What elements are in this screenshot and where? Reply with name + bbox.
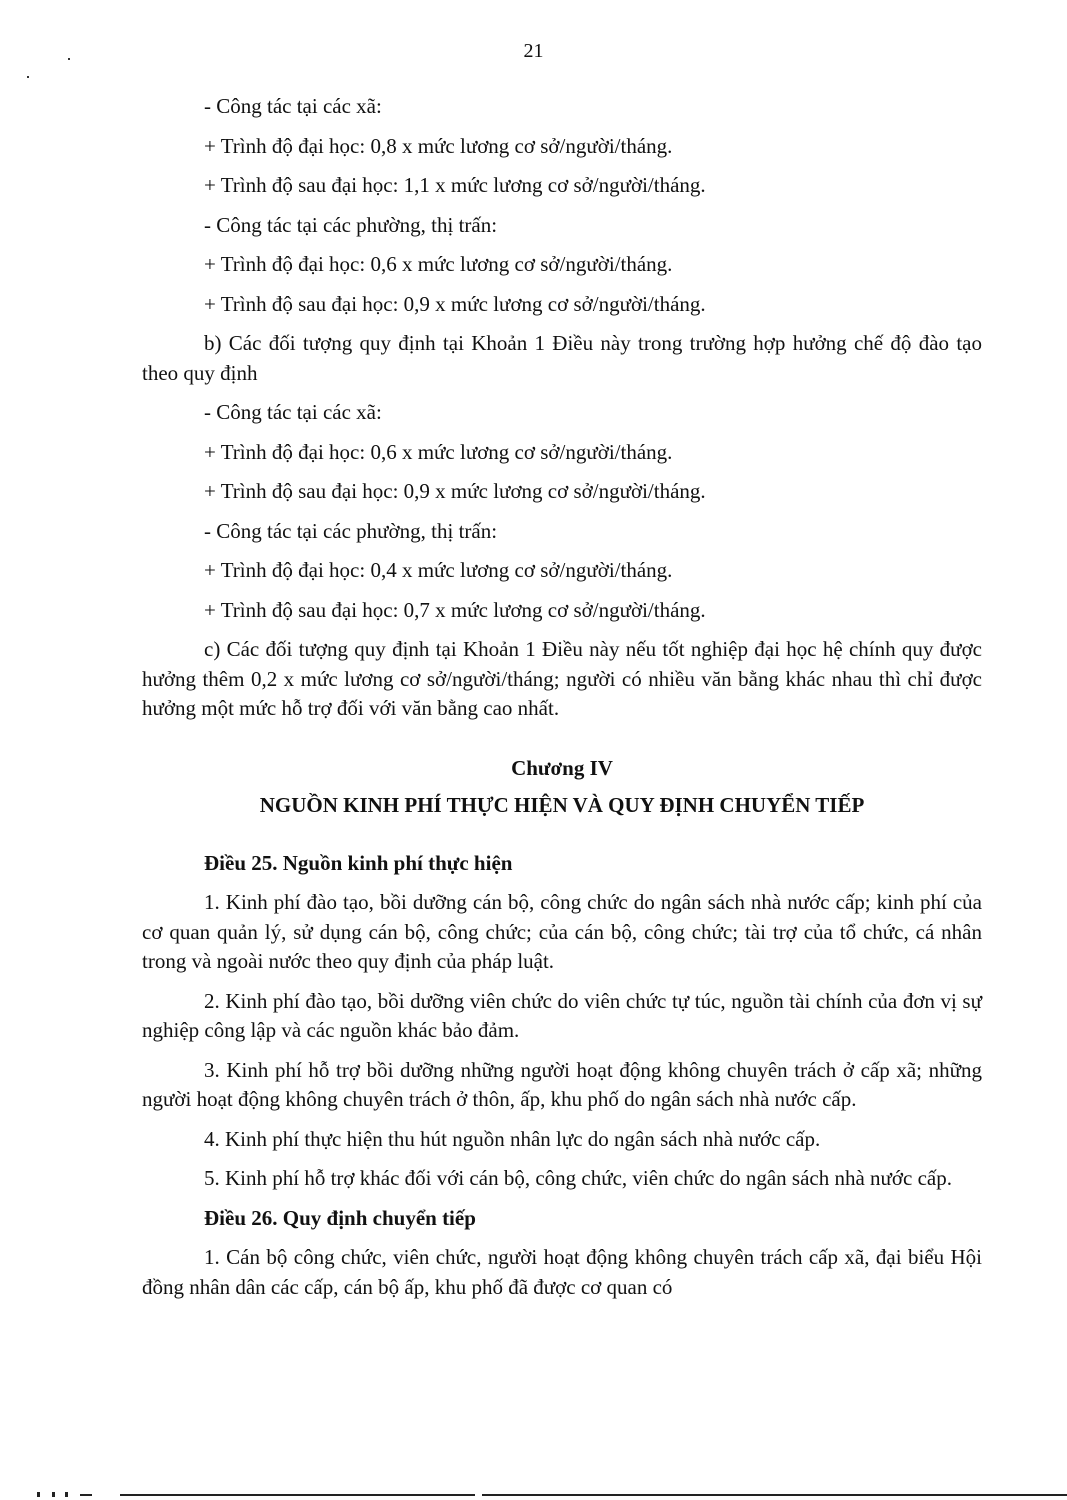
article-paragraph: 2. Kinh phí đào tạo, bồi dưỡng viên chức do viên chức tự túc, nguồn tài chính của đơn vị sự nghiệp công lập và các nguồn khác bảo đảm. xyxy=(142,988,982,1042)
footer-rule xyxy=(80,1494,92,1496)
footer-rule xyxy=(120,1494,475,1496)
list-item: - Công tác tại các phường, thị trấn: xyxy=(204,212,498,237)
scan-speck xyxy=(68,58,70,60)
list-item: - Công tác tại các xã: xyxy=(204,94,382,118)
list-item: + Trình độ đại học: 0,4 x mức lương cơ sở/người/tháng. xyxy=(204,558,673,582)
footer-tick xyxy=(52,1492,55,1497)
article-heading: Điều 25. Nguồn kinh phí thực hiện xyxy=(204,850,513,875)
footer-rule xyxy=(482,1494,1067,1496)
list-item: - Công tác tại các phường, thị trấn: xyxy=(204,518,498,543)
footer-tick xyxy=(37,1492,40,1497)
list-item: + Trình độ sau đại học: 1,1 x mức lương cơ sở/người/tháng. xyxy=(204,173,706,197)
list-item: + Trình độ đại học: 0,6 x mức lương cơ sở/người/tháng. xyxy=(204,439,673,464)
list-item: + Trình độ đại học: 0,6 x mức lương cơ sở/người/tháng. xyxy=(204,252,673,276)
chapter-title: NGUỒN KINH PHÍ THỰC HIỆN VÀ QUY ĐỊNH CHUYỂN TIẾP xyxy=(259,793,865,817)
list-item: + Trình độ đại học: 0,8 x mức lương cơ sở/người/tháng. xyxy=(204,133,673,158)
chapter-label: Chương IV xyxy=(511,755,613,780)
article-paragraph: 1. Cán bộ công chức, viên chức, người hoạt động không chuyên trách cấp xã, đại biểu Hội đồng nhân dân các cấp, cán bộ ấp, khu phố đã được cơ quan có xyxy=(142,1245,982,1299)
list-item: + Trình độ sau đại học: 0,9 x mức lương cơ sở/người/tháng. xyxy=(204,291,706,316)
list-item: + Trình độ sau đại học: 0,9 x mức lương cơ sở/người/tháng. xyxy=(204,479,706,503)
page-number: 21 xyxy=(523,40,544,62)
footer-tick xyxy=(65,1492,68,1497)
article-paragraph: 1. Kinh phí đào tạo, bồi dưỡng cán bộ, công chức do ngân sách nhà nước cấp; kinh phí của cơ quan quản lý, sử dụng cán bộ, công chức; của cán bộ, công chức; tài trợ của tổ chức, cá nhân trong và ngoài nước theo quy định của pháp luật. xyxy=(142,890,982,973)
article-paragraph: 3. Kinh phí hỗ trợ bồi dưỡng những người hoạt động không chuyên trách ở cấp xã; những người hoạt động không chuyên trách ở thôn, ấp, khu phố do ngân sách nhà nước cấp. xyxy=(142,1057,982,1111)
scan-speck xyxy=(27,76,29,78)
paragraph-b: b) Các đối tượng quy định tại Khoản 1 Điều này trong trường hợp hưởng chế độ đào tạo theo quy định xyxy=(142,331,982,385)
article-heading: Điều 26. Quy định chuyển tiếp xyxy=(204,1205,476,1230)
article-paragraph: 5. Kinh phí hỗ trợ khác đối với cán bộ, công chức, viên chức do ngân sách nhà nước cấp. xyxy=(204,1166,953,1190)
article-paragraph: 4. Kinh phí thực hiện thu hút nguồn nhân lực do ngân sách nhà nước cấp. xyxy=(204,1126,821,1151)
list-item: - Công tác tại các xã: xyxy=(204,400,382,424)
paragraph-c: c) Các đối tượng quy định tại Khoản 1 Điều này nếu tốt nghiệp đại học hệ chính quy được hưởng thêm 0,2 x mức lương cơ sở/người/tháng; người có nhiều văn bằng khác nhau thì chỉ được hưởng một mức hỗ trợ đối với văn bằng cao nhất. xyxy=(142,637,982,720)
document-body xyxy=(142,92,982,1302)
list-item: + Trình độ sau đại học: 0,7 x mức lương cơ sở/người/tháng. xyxy=(204,597,706,622)
